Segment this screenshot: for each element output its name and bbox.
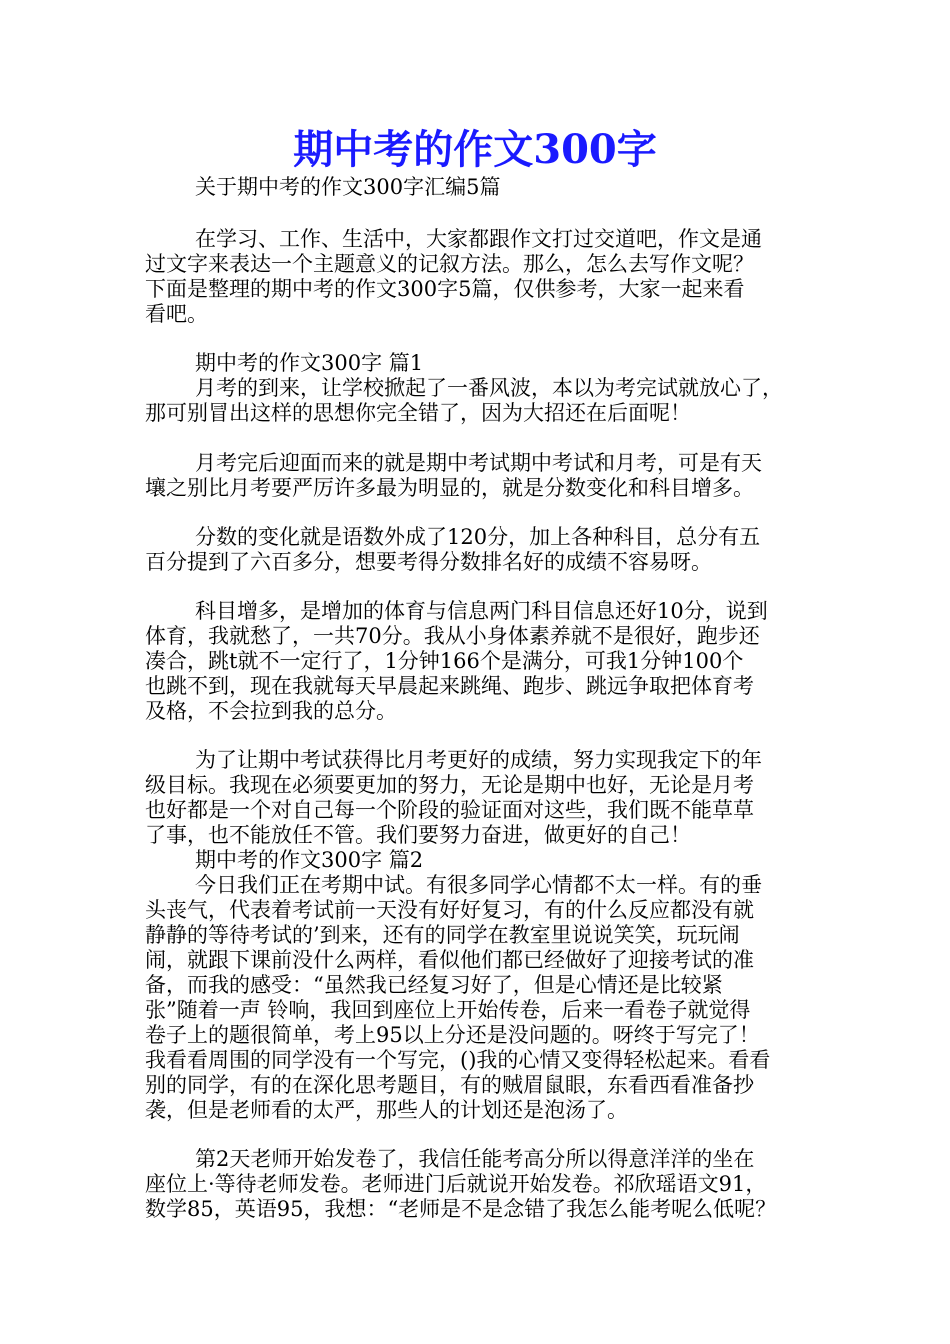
text-line: 卷子上的题很简单，考上95以上分还是没问题的。呀终于写完了！ xyxy=(145,1023,760,1047)
text-line: 为了让期中考试获得比月考更好的成绩，努力实现我定下的年 xyxy=(195,748,762,772)
text-line: 别的同学，有的在深化思考题目，有的贼眉鼠眼，东看西看准备抄 xyxy=(145,1073,754,1097)
text-line: 级目标。我现在必须要更加的努力，无论是期中也好，无论是月考 xyxy=(145,773,754,797)
text-line: 分数的变化就是语数外成了120分，加上各种科目，总分有五 xyxy=(195,525,761,549)
text-line: 凑合，跳t就不一定行了，1分钟166个是满分，可我1分钟100个 xyxy=(145,649,744,673)
text-line: 百分提到了六百多分，想要考得分数排名好的成绩不容易呀。 xyxy=(145,550,712,574)
text-line: 闹，就跟下课前没什么两样，看似他们都已经做好了迎接考试的准 xyxy=(145,948,754,972)
document-title: 期中考的作文300字 xyxy=(293,126,657,173)
text-line: 也跳不到，现在我就每天早晨起来跳绳、跑步、跳远争取把体育考 xyxy=(145,674,754,698)
text-line: 头丧气，代表着考试前一天没有好好复习，有的什么反应都没有就 xyxy=(145,898,754,922)
text-line: 过文字来表达一个主题意义的记叙方法。那么，怎么去写作文呢？ xyxy=(145,252,754,276)
text-line: 看吧。 xyxy=(145,302,208,326)
text-line: 静静的等待考试的’到来，还有的同学在教室里说说笑笑，玩玩闹 xyxy=(145,923,740,947)
text-line: 那可别冒出这样的思想你完全错了，因为大招还在后面呢！ xyxy=(145,401,691,425)
text-line: 备，而我的感受：“虽然我已经复习好了，但是心情还是比较紧 xyxy=(145,973,723,997)
text-line: 也好都是一个对自己每一个阶段的验证面对这些，我们既不能草草 xyxy=(145,798,754,822)
text-line: 数学85，英语95，我想：“老师是不是念错了我怎么能考呢么低呢？ xyxy=(145,1197,777,1221)
section-heading: 期中考的作文300字 篇1 xyxy=(195,351,424,375)
text-line: 及格，不会拉到我的总分。 xyxy=(145,699,397,723)
text-line: 张”随着一声 铃响，我回到座位上开始传卷，后来一看卷子就觉得 xyxy=(145,998,751,1022)
text-line: 今日我们正在考期中试。有很多同学心情都不太一样。有的垂 xyxy=(195,873,762,897)
text-line: 了事，也不能放任不管。我们要努力奋进，做更好的自己！ xyxy=(145,823,691,847)
document-subtitle: 关于期中考的作文300字汇编5篇 xyxy=(195,175,501,199)
text-line: 体育，我就愁了，一共70分。我从小身体素养就不是很好，跑步还 xyxy=(145,624,760,648)
text-line: 月考完后迎面而来的就是期中考试期中考试和月考，可是有天 xyxy=(195,451,762,475)
text-line: 壤之别比月考要严厉许多最为明显的，就是分数变化和科目增多。 xyxy=(145,476,754,500)
section-heading: 期中考的作文300字 篇2 xyxy=(195,848,424,872)
text-line: 袭，但是老师看的太严，那些人的计划还是泡汤了。 xyxy=(145,1098,628,1122)
text-line: 我看看周围的同学没有一个写完，()我的心情又变得轻松起来。看看 xyxy=(145,1048,771,1072)
text-line: 在学习、工作、生活中，大家都跟作文打过交道吧，作文是通 xyxy=(195,227,762,251)
text-line: 座位上·等待老师发卷。老师进门后就说开始发卷。祁欣瑶语文91， xyxy=(145,1172,767,1196)
text-line: 月考的到来，让学校掀起了一番风波，本以为考完试就放心了， xyxy=(195,376,783,400)
text-line: 第2天老师开始发卷了，我信任能考高分所以得意洋洋的坐在 xyxy=(195,1147,755,1171)
text-line: 下面是整理的期中考的作文300字5篇，仅供参考，大家一起来看 xyxy=(145,277,745,301)
text-line: 科目增多，是增加的体育与信息两门科目信息还好10分，说到 xyxy=(195,599,768,623)
